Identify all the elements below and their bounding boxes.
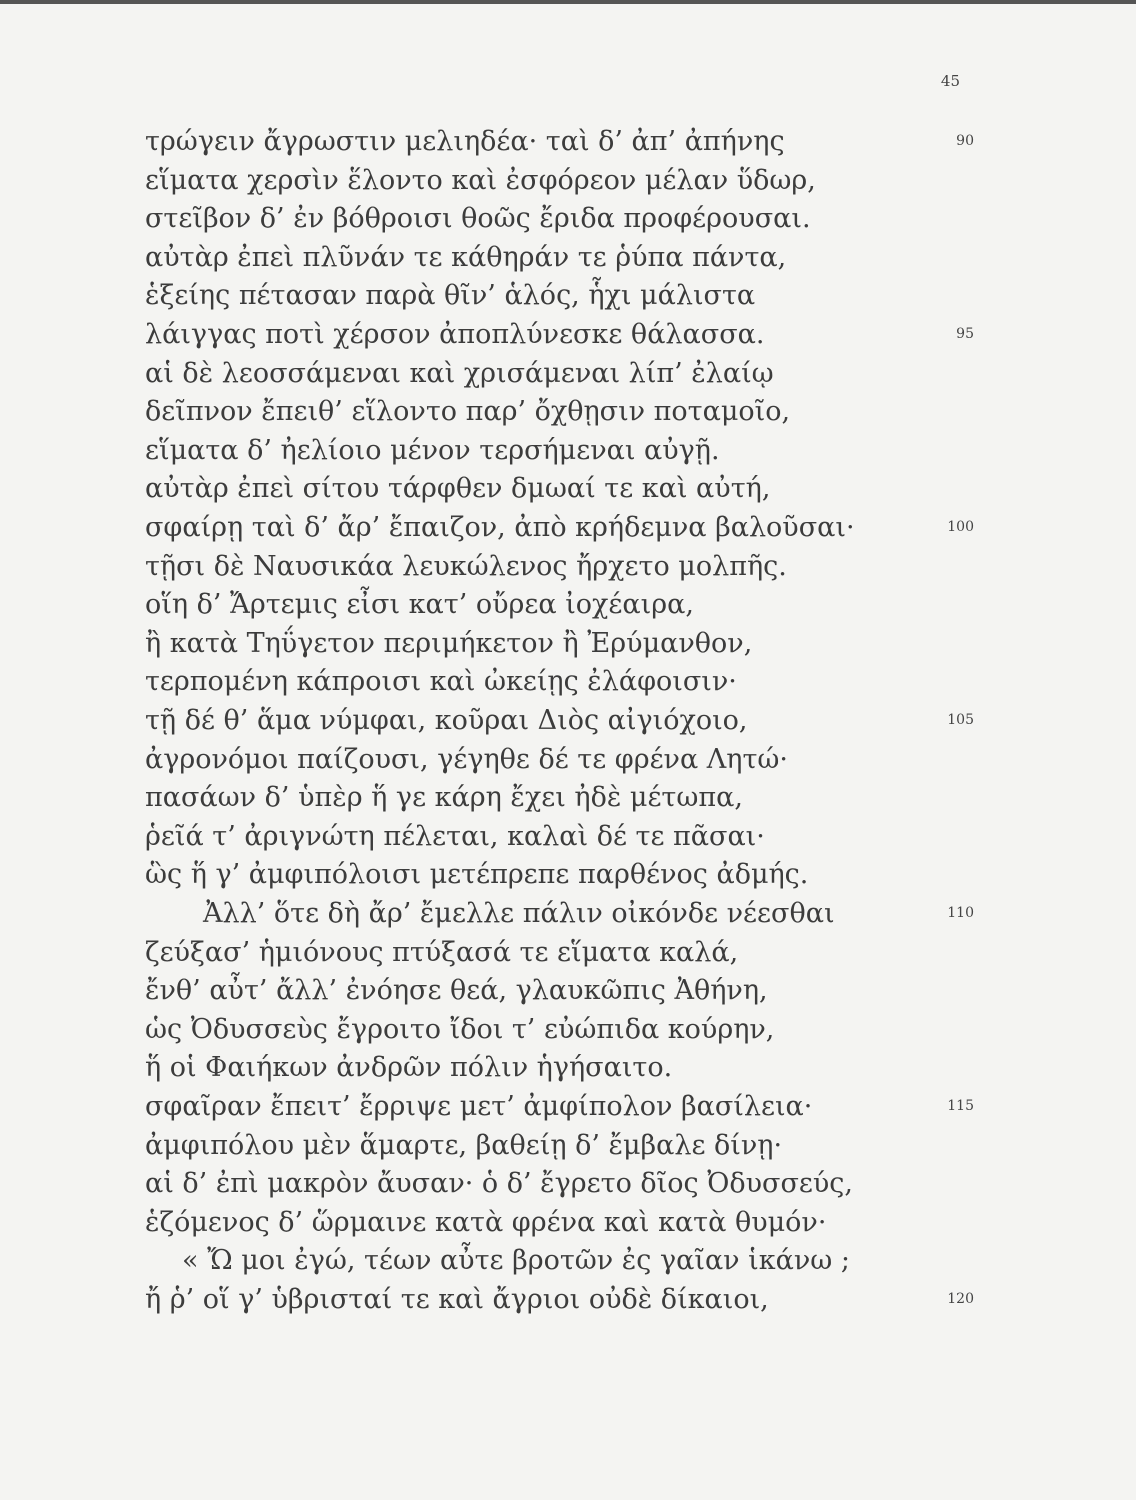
verse-text: εἵματα χερσὶν ἕλοντο καὶ ἐσφόρεον μέλαν ὕδωρ, [145,164,816,196]
verse-text: δεῖπνον ἔπειθ’ εἵλοντο παρ’ ὄχθῃσιν ποταμοῖο, [145,396,791,428]
verse-text: στεῖβον δ’ ἐν βόθροισι θοῶς ἔριδα προφέρουσαι. [145,203,811,235]
verse-text: τῇσι δὲ Ναυσικάα λευκώλενος ἤρχετο μολπῆς. [145,550,787,582]
verse-line [0,548,1136,586]
verse-line [0,1011,1136,1049]
verse-line [0,586,1136,624]
verse-line [0,856,1136,894]
verse-text: ἢ κατὰ Τηΰγετον περιμήκετον ἢ Ἐρύμανθον, [145,627,753,659]
scan-top-edge [0,0,1136,4]
verse-text: τρώγειν ἄγρωστιν μελιηδέα· ταὶ δ’ ἀπ’ ἀπήνης [145,126,785,157]
verse-text: ῥεῖά τ’ ἀριγνώτη πέλεται, καλαὶ δέ τε πᾶσαι· [145,820,765,852]
verse-text: αὐτὰρ ἐπεὶ σίτου τάρφθεν δμωαί τε καὶ αὐτή, [145,473,771,505]
verse-text: σφαίρῃ ταὶ δ’ ἄρ’ ἔπαιζον, ἀπὸ κρήδεμνα βαλοῦσαι· [145,512,855,543]
line-number: 115 [947,1098,974,1114]
verse-line [0,1281,1136,1319]
verse-text: ἥ οἱ Φαιήκων ἀνδρῶν πόλιν ἡγήσαιτο. [145,1052,673,1084]
verse-text: τερπομένη κάπροισι καὶ ὠκείῃς ἐλάφοισιν· [145,666,737,698]
verse-line [0,393,1136,431]
line-number: 100 [947,519,974,535]
verse-text: λάιγγας ποτὶ χέρσον ἀποπλύνεσκε θάλασσα. [145,319,765,350]
verse-line [0,316,1136,354]
verse-line [0,972,1136,1010]
verse-line [0,200,1136,238]
verse-line [0,741,1136,779]
verse-line [0,509,1136,547]
verse-line [0,277,1136,315]
line-number: 110 [947,905,974,921]
verse-text: ἀμφιπόλου μὲν ἅμαρτε, βαθείῃ δ’ ἔμβαλε δίνῃ· [145,1129,783,1161]
verse-text: « Ὤ μοι ἐγώ, τέων αὖτε βροτῶν ἐς γαῖαν ἱκάνω ; [182,1245,850,1277]
verse-line [0,470,1136,508]
line-number: 120 [947,1291,974,1307]
verse-line [0,934,1136,972]
verse-text: ἑζόμενος δ’ ὥρμαινε κατὰ φρένα καὶ κατὰ θυμόν· [145,1206,827,1238]
verse-text: ἤ ῥ’ οἵ γ’ ὑβρισταί τε καὶ ἄγριοι οὐδὲ δίκαιοι, [145,1284,769,1315]
verse-text: αὐτὰρ ἐπεὶ πλῦνάν τε κάθηράν τε ῥύπα πάντα, [145,241,787,273]
page-number: 45 [940,72,960,90]
verse-line [0,432,1136,470]
verse-line [0,1049,1136,1087]
verse-text: οἵη δ’ Ἄρτεμις εἶσι κατ’ οὔρεα ἰοχέαιρα, [145,589,694,621]
line-number: 105 [947,712,974,728]
verse-text: τῇ δέ θ’ ἅμα νύμφαι, κοῦραι Διὸς αἰγιόχοιο, [145,705,748,736]
verse-line [0,239,1136,277]
verse-line [0,355,1136,393]
verse-line [0,702,1136,740]
verse-line [0,123,1136,161]
verse-text: Ἀλλ’ ὅτε δὴ ἄρ’ ἔμελλε πάλιν οἰκόνδε νέεσθαι [203,898,835,929]
verse-line [0,1127,1136,1165]
line-number: 95 [956,326,974,342]
verse-line [0,162,1136,200]
verse-text: ὣς ἥ γ’ ἀμφιπόλοισι μετέπρεπε παρθένος ἀδμής. [145,859,809,891]
verse-line [0,895,1136,933]
verse-line [0,1204,1136,1242]
verse-line [0,1165,1136,1203]
verse-line [0,663,1136,701]
verse-line [0,625,1136,663]
verse-line [0,818,1136,856]
verse-text: αἱ δ’ ἐπὶ μακρὸν ἄυσαν· ὁ δ’ ἔγρετο δῖος Ὀδυσσεύς, [145,1168,853,1200]
verse-line [0,1242,1136,1280]
verse-line [0,779,1136,817]
verse-text: ὡς Ὀδυσσεὺς ἔγροιτο ἴδοι τ’ εὐώπιδα κούρην, [145,1013,775,1045]
line-number: 90 [956,133,974,149]
verse-line [0,1088,1136,1126]
verse-text: ζεύξασ’ ἡμιόνους πτύξασά τε εἵματα καλά, [145,936,739,968]
verse-text: σφαῖραν ἔπειτ’ ἔρριψε μετ’ ἀμφίπολον βασίλεια· [145,1091,813,1122]
verse-text: ἑξείης πέτασαν παρὰ θῖν’ ἁλός, ἧχι μάλιστα [145,280,756,312]
verse-text: ἀγρονόμοι παίζουσι, γέγηθε δέ τε φρένα Λητώ· [145,743,788,775]
verse-text: πασάων δ’ ὑπὲρ ἥ γε κάρη ἔχει ἠδὲ μέτωπα, [145,782,743,814]
verse-text: αἱ δὲ λεοσσάμεναι καὶ χρισάμεναι λίπ’ ἐλαίῳ [145,357,774,389]
verse-text: ἔνθ’ αὖτ’ ἄλλ’ ἐνόησε θεά, γλαυκῶπις Ἀθήνη, [145,975,768,1007]
verse-text: εἵματα δ’ ἠελίοιο μένον τερσήμεναι αὐγῇ. [145,434,720,466]
